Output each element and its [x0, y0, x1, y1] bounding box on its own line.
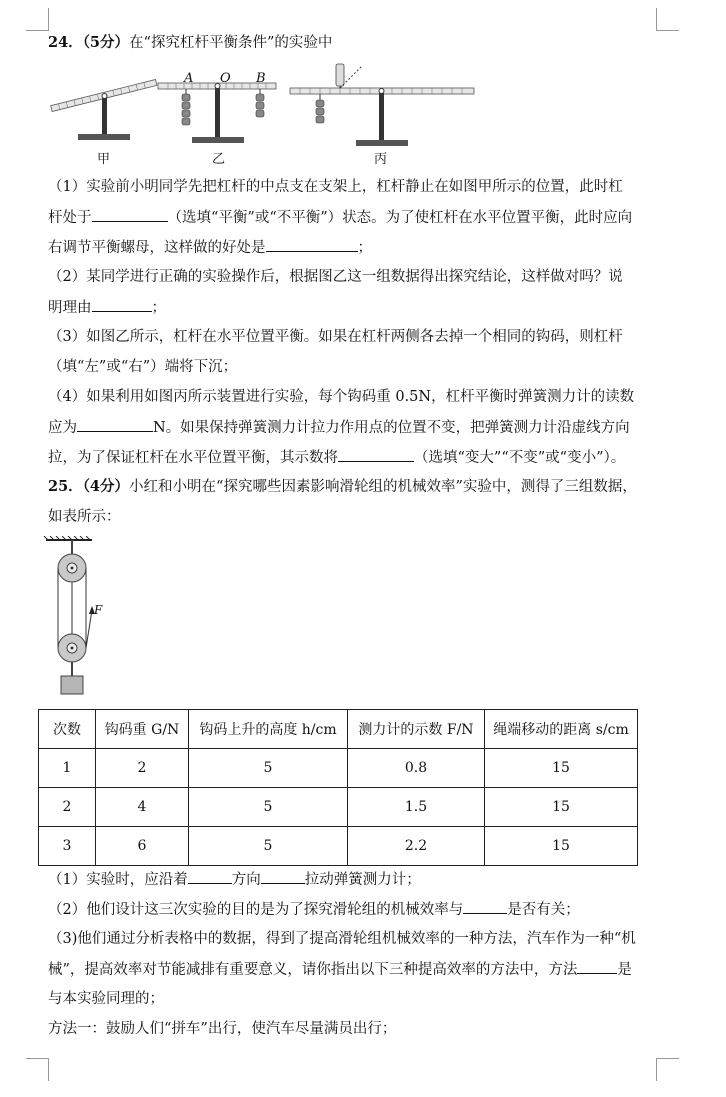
table-header-cell: 钩码重 G/N: [96, 710, 189, 749]
table-header-cell: 钩码上升的高度 h/cm: [189, 710, 348, 749]
text-segment: ；: [357, 240, 372, 256]
answer-blank[interactable]: [338, 447, 414, 462]
q25-score: （4分）: [82, 478, 130, 495]
text-segment: （选填“平衡”或“不平衡”）状态。为了使杠杆在水平位置平衡，此时应向: [167, 210, 633, 226]
table-cell: 5: [189, 749, 348, 788]
text-segment: （选填“变大”“不变”或“变小”）。: [414, 450, 626, 466]
label-point-b: B: [256, 71, 266, 86]
q24-score: （5分）: [82, 34, 130, 51]
text-segment: 方法一：鼓励人们“拼车”出行，使汽车尽量满员出行；: [48, 1021, 397, 1037]
text-segment: （2）某同学进行正确的实验操作后，根据图乙这一组数据得出探究结论，这样做对吗？说: [48, 269, 623, 285]
answer-blank[interactable]: [577, 959, 617, 974]
q24-line-10: [48, 447, 625, 468]
figure-caption-b: 乙: [212, 152, 226, 167]
q24-line-2: [48, 207, 632, 228]
table-cell: 15: [485, 749, 638, 788]
text-segment: （2）他们设计这三次实验的目的是为了探究滑轮组的机械效率与: [48, 902, 464, 918]
text-segment: 与本实验同理的；: [48, 991, 164, 1007]
text-segment: 如表所示：: [48, 509, 121, 525]
figure-caption-c: 丙: [374, 152, 388, 167]
corner-mark-bottom-left: [26, 1058, 49, 1081]
answer-blank[interactable]: [188, 869, 232, 884]
corner-mark-top-left: [26, 8, 49, 31]
text-segment: 械”，提高效率对节能减排有重要意义，请你指出以下三种提高效率的方法中，方法: [48, 962, 578, 978]
table-row: [39, 749, 638, 788]
q24-header: [48, 33, 332, 53]
table-cell: 3: [39, 827, 96, 866]
answer-blank[interactable]: [92, 297, 152, 312]
text-segment: 是否有关；: [507, 902, 580, 918]
text-segment: 是: [617, 962, 632, 978]
text-segment: 杆处于: [48, 210, 92, 226]
q25-sub-2: [48, 899, 580, 920]
q24-line-6: [48, 327, 623, 347]
table-cell: 6: [96, 827, 189, 866]
table-cell: 5: [189, 788, 348, 827]
text-segment: N。如果保持弹簧测力计拉力作用点的位置不变，把弹簧测力计沿虚线方向: [153, 420, 630, 436]
answer-blank[interactable]: [463, 899, 507, 914]
text-segment: （3)他们通过分析表格中的数据，得到了提高滑轮组机械效率的一种方法，汽车作为一种“机: [48, 931, 636, 947]
table-cell: 5: [189, 827, 348, 866]
q25-sub-1: [48, 869, 421, 890]
corner-mark-bottom-right: [656, 1058, 679, 1081]
answer-blank[interactable]: [266, 237, 358, 252]
q24-line-3: [48, 237, 372, 258]
table-header-row: [39, 710, 638, 749]
figure-caption-a: 甲: [97, 152, 111, 167]
table-header-cell: 次数: [39, 710, 96, 749]
answer-blank[interactable]: [92, 207, 168, 222]
q24-line-4: [48, 267, 623, 287]
text-segment: 右调节平衡螺母，这样做的好处是: [48, 240, 266, 256]
table-cell: 15: [485, 827, 638, 866]
label-force: F: [94, 603, 103, 617]
q24-line-5: [48, 297, 166, 318]
text-segment: 拉动弹簧测力计；: [304, 872, 421, 888]
q24-line-7: [48, 357, 237, 377]
q24-title: 在“探究杠杆平衡条件”的实验中: [129, 35, 333, 51]
table-header-cell: 绳端移动的距离 s/cm: [485, 710, 638, 749]
q24-line-1: [48, 177, 623, 197]
text-segment: （3）如图乙所示，杠杆在水平位置平衡。如果在杠杆两侧各去掉一个相同的钩码，则杠杆: [48, 329, 623, 345]
label-point-a: A: [184, 71, 194, 86]
q25-number: 25．: [48, 478, 83, 495]
text-segment: （1）实验前小明同学先把杠杆的中点支在支架上，杠杆静止在如图甲所示的位置，此时杠: [48, 179, 623, 195]
text-segment: 应为: [48, 420, 77, 436]
q25-header-cont: [48, 507, 121, 527]
text-segment: （1）实验时，应沿着: [48, 872, 188, 888]
answer-blank[interactable]: [261, 869, 305, 884]
text-segment: 拉，为了保证杠杆在水平位置平衡，其示数将: [48, 450, 338, 466]
q25-sub-3-line-3: [48, 989, 164, 1009]
table-cell: 2: [39, 788, 96, 827]
table-cell: 1: [39, 749, 96, 788]
text-segment: （填“左”或“右”）端将下沉；: [48, 359, 238, 375]
text-segment: 方向: [231, 872, 261, 888]
table-header-cell: 测力计的示数 F/N: [348, 710, 485, 749]
q25-title: 小红和小明在“探究哪些因素影响滑轮组的机械效率”实验中，测得了三组数据，: [129, 479, 637, 495]
q25-method-1: [48, 1019, 396, 1039]
q24-line-9: [48, 417, 630, 438]
table-row: [39, 827, 638, 866]
q25-sub-3-line-1: [48, 929, 636, 949]
corner-mark-top-right: [656, 8, 679, 31]
q24-line-8: [48, 387, 634, 407]
data-table: [38, 709, 638, 866]
table-cell: 4: [96, 788, 189, 827]
q24-number: 24．: [48, 34, 83, 51]
figure-lever-spring-scale: [286, 60, 480, 150]
text-segment: 明理由: [48, 300, 92, 316]
table-cell: 15: [485, 788, 638, 827]
table-cell: 2.2: [348, 827, 485, 866]
table-row: [39, 788, 638, 827]
figure-lever-tilted: [48, 74, 164, 146]
text-segment: ；: [151, 300, 166, 316]
label-point-o: O: [220, 71, 231, 86]
text-segment: （4）如果利用如图丙所示装置进行实验，每个钩码重 0.5N，杠杆平衡时弹簧测力计的读数: [48, 389, 635, 405]
table-cell: 0.8: [348, 749, 485, 788]
q25-sub-3-line-2: [48, 959, 632, 980]
answer-blank[interactable]: [77, 417, 153, 432]
figure-pulley-system: [40, 536, 110, 698]
q25-header: [48, 477, 637, 497]
table-cell: 2: [96, 749, 189, 788]
table-cell: 1.5: [348, 788, 485, 827]
